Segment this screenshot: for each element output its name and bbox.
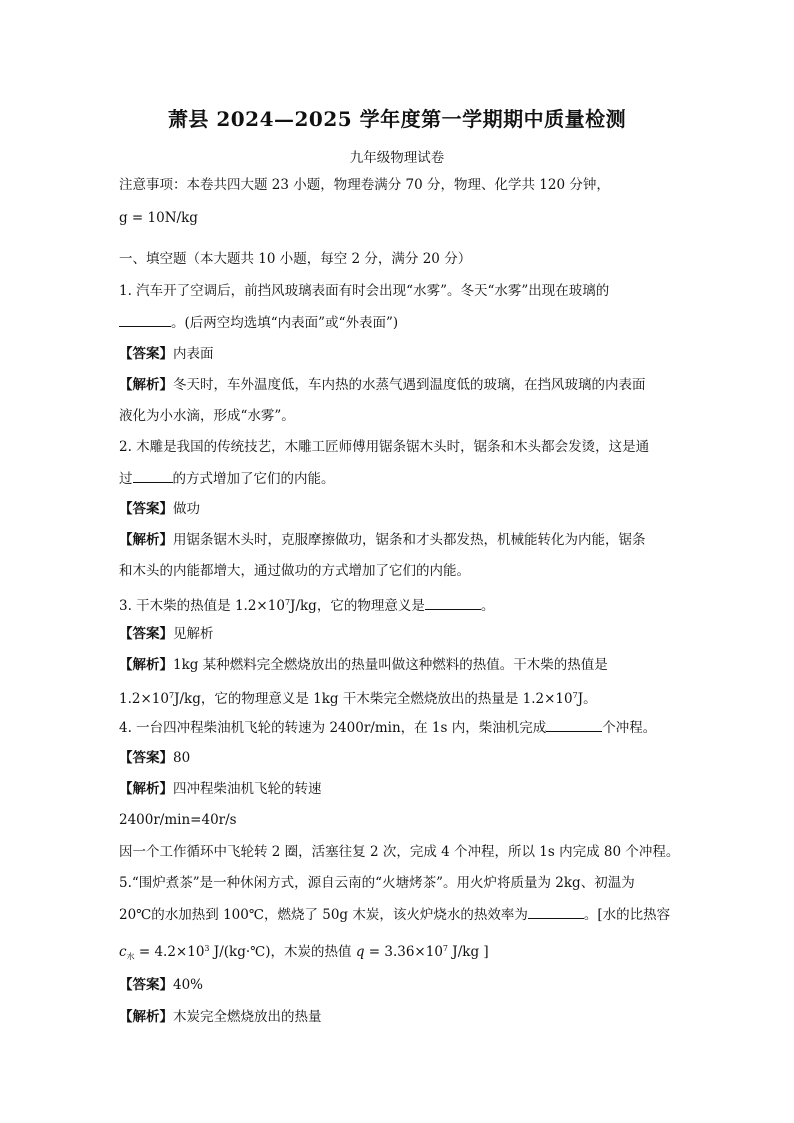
q5-line2: 20℃的水加热到 100℃，燃烧了 50g 木炭，该火炉烧水的热效率为 。[水的比热容: [119, 907, 671, 923]
q4-line1: 4. 一台四冲程柴油机飞轮的转速为 2400r/min，在 1s 内，柴油机完成 个冲程。: [119, 720, 657, 736]
answer-blank: [119, 313, 171, 327]
notice-text: 注意事项：本卷共四大题 23 小题，物理卷满分 70 分，物理、化学共 120 分钟，: [119, 177, 610, 193]
answer-blank: [528, 905, 584, 919]
q1-line1: 1. 汽车开了空调后，前挡风玻璃表面有时会出现“水雾”。冬天“水雾”出现在玻璃的: [119, 283, 610, 299]
q3-answer: 【答案】见解析: [119, 626, 214, 642]
q1-analysis-line2: 液化为小水滴，形成“水雾”。: [119, 408, 295, 424]
gravity-constant: g = 10N/kg: [119, 210, 198, 226]
q2-answer: 【答案】做功: [119, 501, 200, 517]
q2-analysis-line2: 和木头的内能都增大，通过做功的方式增加了它们的内能。: [119, 563, 470, 579]
q5-answer: 【答案】40%: [119, 977, 204, 993]
q2-line2: 过 的方式增加了它们的内能。: [119, 471, 335, 487]
q4-answer: 【答案】80: [119, 750, 191, 766]
exam-title: 萧县 2024—2025 学年度第一学期期中质量检测: [167, 107, 627, 131]
q5-line1: 5.“围炉煮茶”是一种休闲方式，源自云南的“火塘烤茶”。用火炉将质量为 2kg、初温为: [119, 875, 635, 891]
q4-analysis-line3: 因一个工作循环中飞轮转 2 圈，活塞往复 2 次，完成 4 个冲程，所以 1s 内完成 80 个冲程。: [119, 844, 680, 860]
q3-analysis: 【解析】1kg 某种燃料完全燃烧放出的热量叫做这种燃料的热值。干木柴的热值是: [119, 657, 608, 673]
q3-line1: 3. 干木柴的热值是 $1.2\times 10^7J/kg$，它的物理意义是 。: [119, 598, 495, 614]
answer-blank: [546, 718, 602, 732]
answer-blank: [133, 469, 173, 483]
q4-analysis-line2: 2400r/min=40r/s: [119, 812, 237, 828]
q4-analysis: 【解析】四冲程柴油机飞轮的转速: [119, 781, 322, 797]
q2-analysis: 【解析】用锯条锯木头时，克服摩擦做功，锯条和才头都发热，机械能转化为内能，锯条: [119, 532, 646, 548]
q1-analysis: 【解析】冬天时，车外温度低，车内热的水蒸气遇到温度低的玻璃，在挡风玻璃的内表面: [119, 377, 646, 393]
q1-answer: 【答案】内表面: [119, 346, 214, 362]
answer-blank: [425, 596, 481, 610]
q1-line2: 。(后两空均选填“内表面”或“外表面”): [119, 313, 398, 332]
q5-line3-formula: $c_水 = 4.2\times 10^3$ J/(kg·℃)，木炭的热值 $q = 3.36\times 10^7$ J/kg ]: [119, 944, 489, 961]
q2-line1: 2. 木雕是我国的传统技艺，木雕工匠师傅用锯条锯木头时，锯条和木头都会发烫，这是通: [119, 439, 650, 455]
exam-subtitle: 九年级物理试卷: [349, 150, 445, 166]
q5-analysis: 【解析】木炭完全燃烧放出的热量: [119, 1009, 322, 1025]
section-heading: 一、填空题（本大题共 10 小题，每空 2 分，满分 20 分）: [119, 251, 472, 267]
q3-analysis-line2: $1.2\times 10^7J/kg$，它的物理意义是 1kg 干木柴完全燃烧放出的热量是 $1.2\times 10^7J$。: [119, 691, 597, 707]
